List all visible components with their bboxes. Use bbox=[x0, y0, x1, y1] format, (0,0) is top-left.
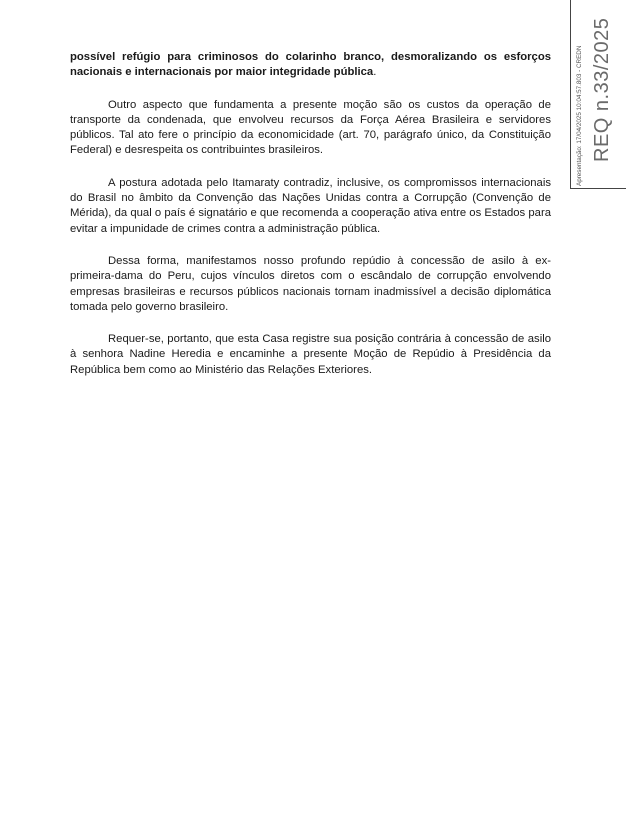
paragraph-repudio: Dessa forma, manifestamos nosso profundo repúdio à concessão de asilo à ex-primeira-dama do Peru, cujos vínculos diretos com o escândalo de corrupção envolvendo empresas brasileiras e recursos públicos nacionais tornam inadmissível a decisão diplomática tomada pelo governo brasileiro. bbox=[70, 254, 551, 313]
paragraph-tail: . bbox=[373, 66, 377, 79]
paragraph-itamaraty: A postura adotada pelo Itamaraty contradiz, inclusive, os compromissos internacionais do Brasil no âmbito da Convenção das Nações Unidas contra a Corrupção (Convenção de Mérida), da qual o país é signatário e que recomenda a cooperação ativa entre os Estados para evitar a impunidade de crimes contra a administração pública. bbox=[70, 176, 551, 235]
registration-stamp bbox=[570, 0, 626, 189]
stamp-request-number: REQ n.33/2025 bbox=[591, 17, 613, 162]
paragraph-costs: Outro aspecto que fundamenta a presente moção são os custos da operação de transporte da condenada, que envolveu recursos da Força Aérea Brasileira e servidores públicos. Tal ato fere o princípio da economicidade (art. 70, parágrafo único, da Constituição Federal) e desrespeita os contribuintes brasileiros. bbox=[70, 98, 551, 157]
stamp-presentation-date: Apresentação: 17/04/2025 10:04:57.803 - CREDN bbox=[576, 45, 583, 186]
paragraph-requer: Requer-se, portanto, que esta Casa registre sua posição contrária à concessão de asilo à senhora Nadine Heredia e encaminhe a presente Moção de Repúdio à Presidência da República bem como ao Ministério das Relações Exteriores. bbox=[70, 333, 551, 376]
paragraph-bold-text: possível refúgio para criminosos do colarinho branco, desmoralizando os esforços nacionais e internacionais por maior integridade pública bbox=[70, 51, 551, 79]
document-body bbox=[70, 50, 551, 395]
paragraph-continuation bbox=[70, 50, 551, 81]
